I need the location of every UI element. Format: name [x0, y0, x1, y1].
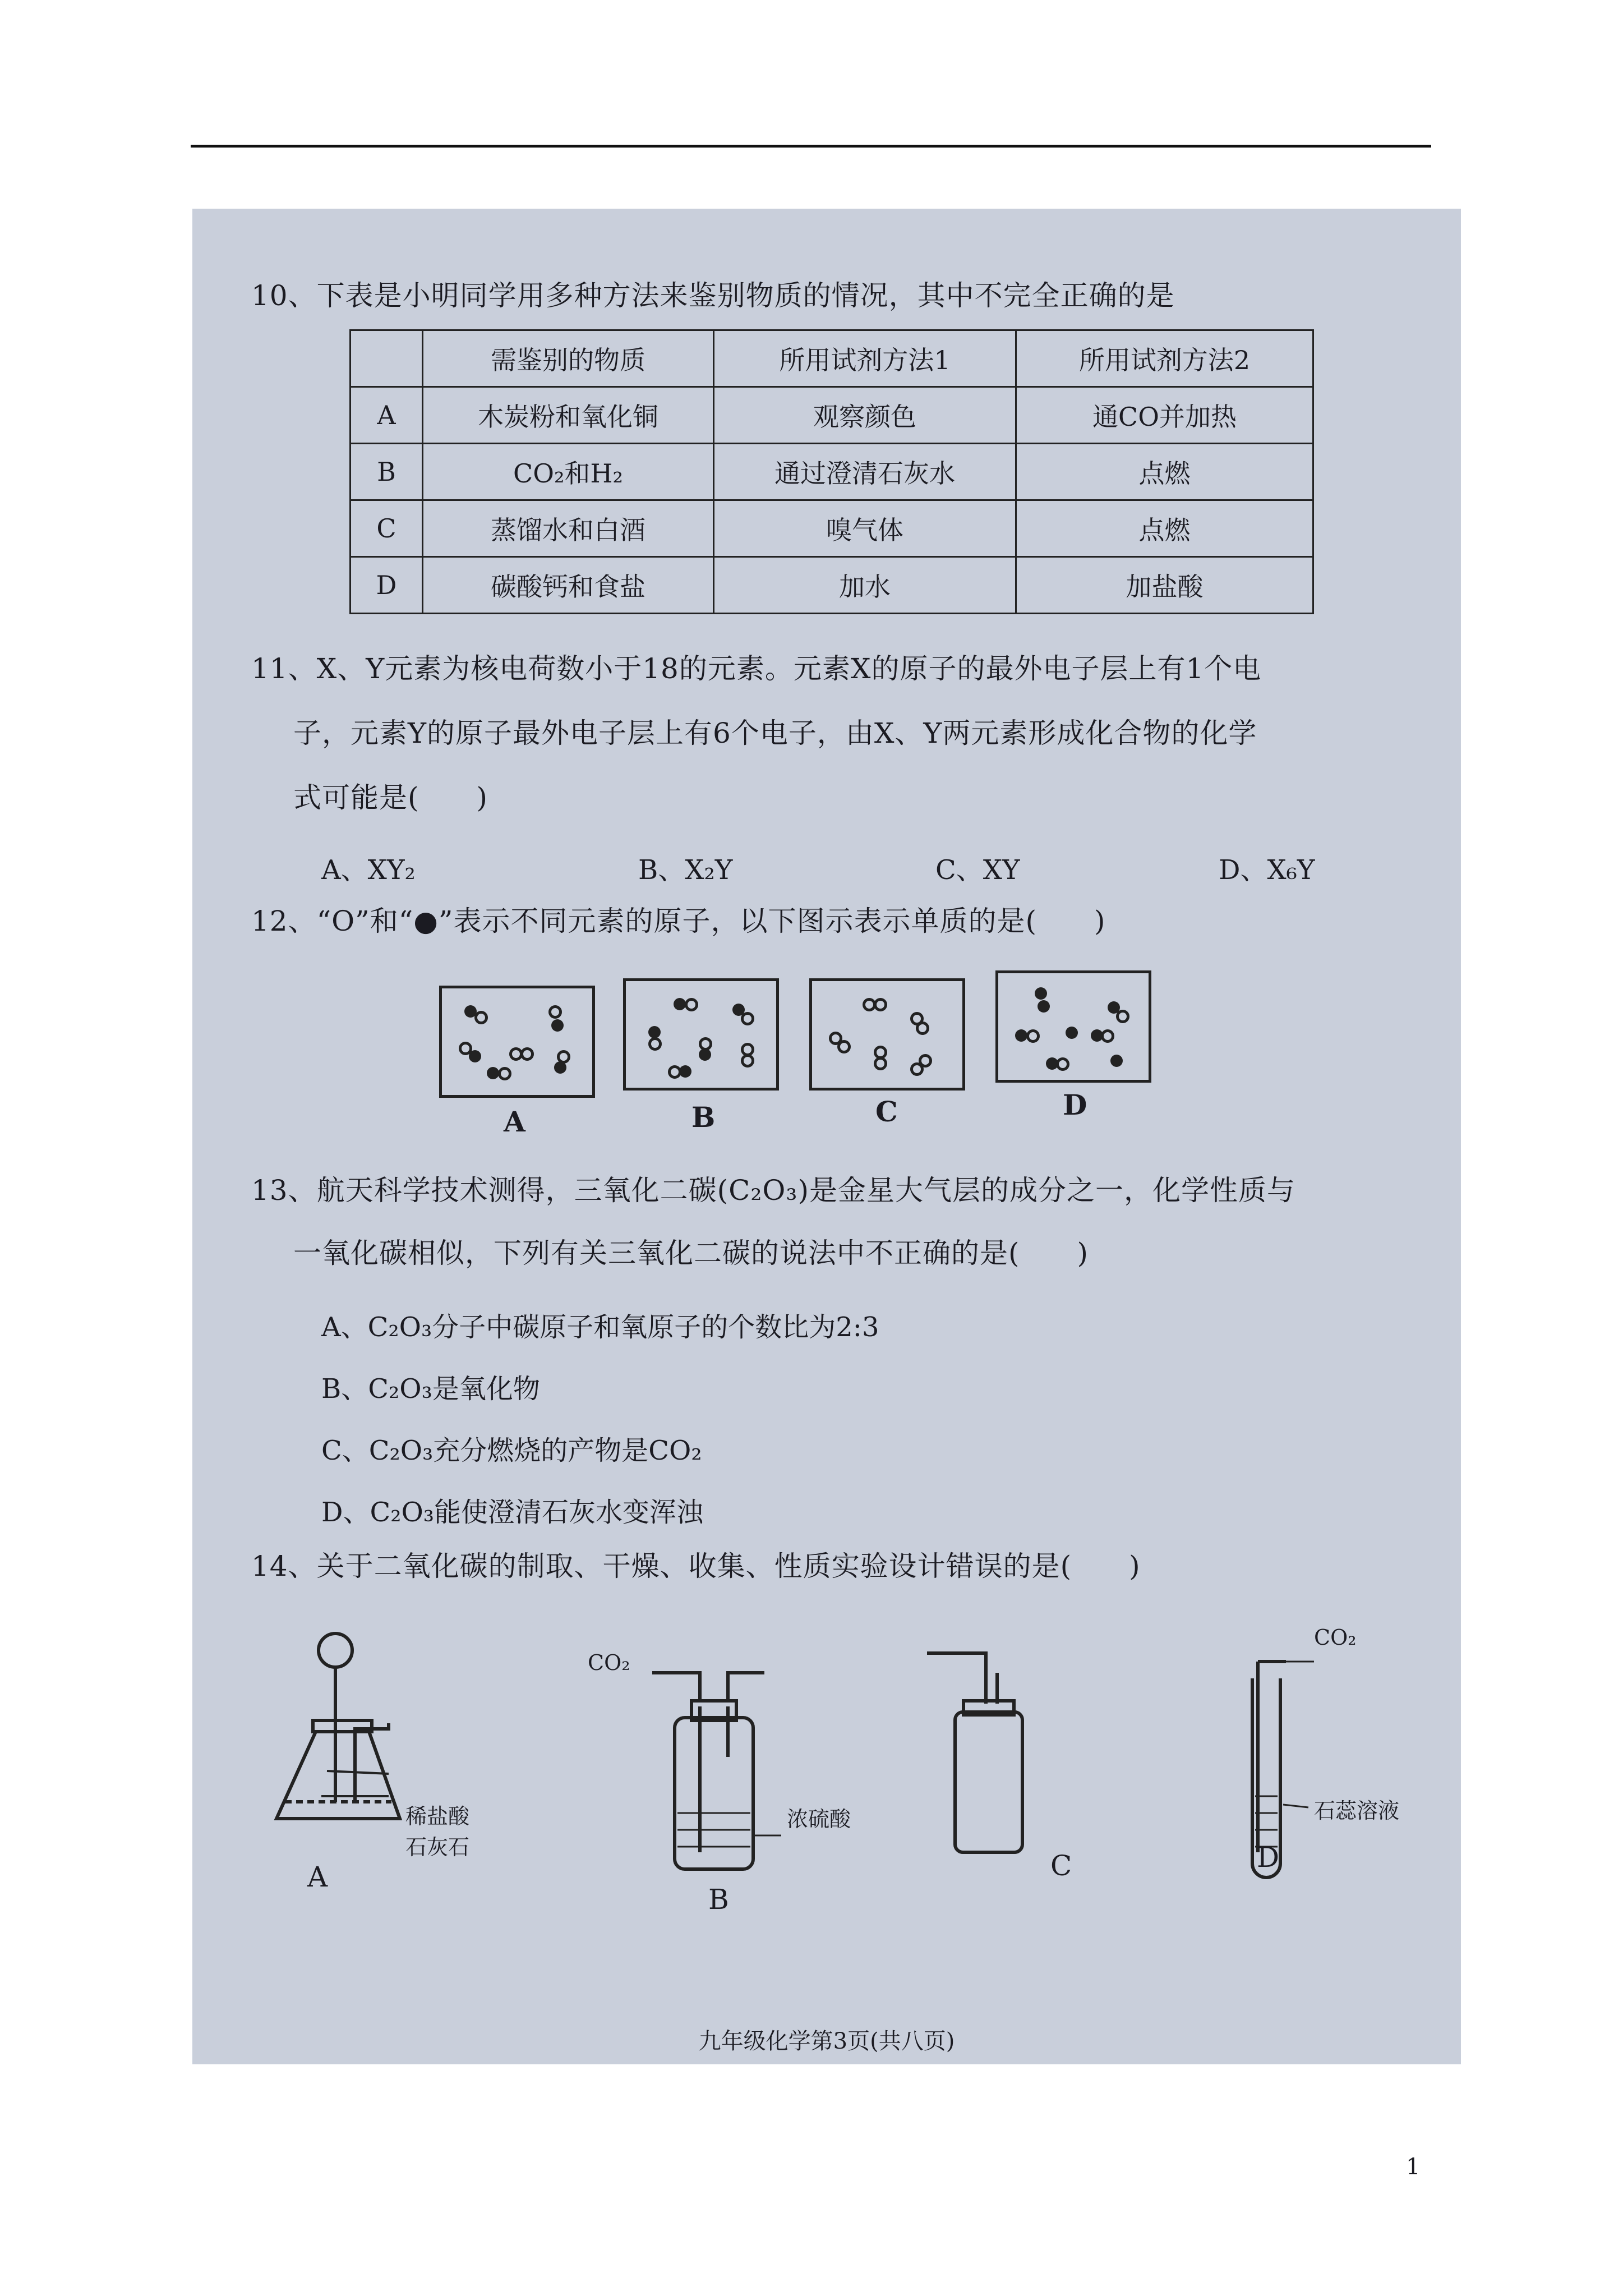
- label-litmus: 石蕊溶液: [1314, 1798, 1400, 1823]
- apparatus-a: [276, 1634, 400, 1819]
- atom: [469, 1050, 481, 1062]
- table-cell: 嗅气体: [714, 500, 1016, 557]
- option-label-b: B: [691, 1101, 716, 1134]
- atom: [648, 1026, 661, 1038]
- table-cell: A: [351, 387, 423, 444]
- table-cell: B: [351, 444, 423, 500]
- option-c: C、XY: [935, 854, 1020, 886]
- scanned-exam-page: [192, 209, 1461, 2064]
- option-b: B、C₂O₃是氧化物: [321, 1373, 540, 1405]
- apparatus-figure: [260, 1628, 1381, 1920]
- atom: [1035, 987, 1047, 1000]
- atom: [837, 1040, 851, 1053]
- molecule-box-d: [995, 970, 1151, 1083]
- atom: [1056, 1057, 1069, 1071]
- table-cell: 观察颜色: [714, 387, 1016, 444]
- table-cell: 点燃: [1016, 500, 1313, 557]
- atom: [554, 1061, 566, 1074]
- apparatus-label-b: B: [708, 1883, 729, 1916]
- atom: [668, 1065, 681, 1079]
- table-cell: D: [351, 557, 423, 614]
- atom: [685, 998, 698, 1011]
- atom: [916, 1022, 929, 1035]
- table-cell: CO₂和H₂: [423, 444, 714, 500]
- table-header-row: [351, 330, 1313, 387]
- option-label-c: C: [875, 1095, 898, 1128]
- table-cell: 碳酸钙和食盐: [423, 557, 714, 614]
- table-cell: 加盐酸: [1016, 557, 1313, 614]
- label-co2-d: CO₂: [1314, 1625, 1357, 1650]
- label-dilute-hcl: 稀盐酸: [405, 1804, 470, 1829]
- option-d: D、X₆Y: [1219, 854, 1315, 886]
- table-cell: 需鉴别的物质: [423, 330, 714, 387]
- option-a: A、C₂O₃分子中碳原子和氧原子的个数比为2:3: [321, 1312, 879, 1343]
- atom: [874, 998, 887, 1011]
- apparatus-label-a: A: [307, 1861, 328, 1893]
- label-co2-in: CO₂: [588, 1650, 630, 1675]
- option-label-a: A: [504, 1105, 525, 1138]
- table-cell: 通过澄清石灰水: [714, 444, 1016, 500]
- page-footer: 九年级化学第3页(共八页): [698, 2028, 955, 2054]
- table-row: [351, 387, 1313, 444]
- table-cell: 点燃: [1016, 444, 1313, 500]
- apparatus-b: [652, 1673, 781, 1869]
- atom: [1116, 1010, 1129, 1023]
- atom: [1101, 1029, 1114, 1043]
- question-14: 14、关于二氧化碳的制取、干燥、收集、性质实验设计错误的是( ): [251, 1550, 1141, 1582]
- atom: [699, 1048, 711, 1061]
- table-cell: C: [351, 500, 423, 557]
- table-cell: 木炭粉和氧化铜: [423, 387, 714, 444]
- atom: [674, 998, 686, 1010]
- atom: [741, 1054, 754, 1068]
- table-row: [351, 500, 1313, 557]
- atom: [910, 1062, 924, 1076]
- molecule-box-c: [809, 978, 965, 1091]
- atom: [1015, 1029, 1027, 1042]
- apparatus-label-d: D: [1257, 1841, 1280, 1874]
- header-rule: [191, 145, 1431, 148]
- atom: [1066, 1027, 1078, 1039]
- apparatus-c: [927, 1653, 1022, 1852]
- question-12: 12、“O”和“●”表示不同元素的原子，以下图示表示单质的是( ): [251, 905, 1106, 937]
- atom: [874, 1057, 887, 1070]
- molecule-box-a: [439, 986, 595, 1098]
- table-cell: 蒸馏水和白酒: [423, 500, 714, 557]
- question-13-line2: 一氧化碳相似，下列有关三氧化二碳的说法中不正确的是( ): [293, 1237, 1089, 1269]
- table-cell: 所用试剂方法2: [1016, 330, 1313, 387]
- atom: [520, 1047, 534, 1061]
- label-limestone: 石灰石: [405, 1835, 470, 1860]
- option-c: C、C₂O₃充分燃烧的产物是CO₂: [321, 1435, 702, 1466]
- option-a: A、XY₂: [321, 854, 416, 886]
- question-13-line1: 13、航天科学技术测得，三氧化二碳(C₂O₃)是金星大气层的成分之一，化学性质与: [251, 1174, 1295, 1207]
- page-number: 1: [1406, 2154, 1421, 2180]
- atom: [487, 1067, 499, 1079]
- question-11-line2: 子，元素Y的原子最外电子层上有6个电子，由X、Y两元素形成化合物的化学: [293, 717, 1257, 749]
- molecule-box-b: [623, 978, 779, 1091]
- table-row: [351, 444, 1313, 500]
- atom: [474, 1011, 488, 1024]
- label-conc-sulfuric: 浓硫酸: [787, 1807, 851, 1832]
- option-d: D、C₂O₃能使澄清石灰水变浑浊: [321, 1497, 704, 1528]
- option-label-d: D: [1063, 1088, 1087, 1121]
- table-cell: [351, 330, 423, 387]
- atom: [498, 1067, 511, 1080]
- atom: [1038, 1000, 1050, 1013]
- atom: [1026, 1029, 1040, 1043]
- question-11-line1: 11、X、Y元素为核电荷数小于18的元素。元素X的原子的最外电子层上有1个电: [251, 652, 1262, 685]
- atom: [741, 1012, 754, 1025]
- question-10: 10、下表是小明同学用多种方法来鉴别物质的情况，其中不完全正确的是: [251, 279, 1175, 312]
- table-row: [351, 557, 1313, 614]
- atom: [548, 1005, 562, 1019]
- question-11-line3: 式可能是( ): [293, 781, 488, 814]
- apparatus-label-c: C: [1050, 1849, 1072, 1882]
- question-10-table: [349, 329, 1314, 614]
- table-cell: 通CO并加热: [1016, 387, 1313, 444]
- atom: [1110, 1055, 1123, 1067]
- table-cell: 加水: [714, 557, 1016, 614]
- atom: [551, 1019, 564, 1032]
- option-b: B、X₂Y: [638, 854, 733, 886]
- table-cell: 所用试剂方法1: [714, 330, 1016, 387]
- atom: [648, 1037, 662, 1051]
